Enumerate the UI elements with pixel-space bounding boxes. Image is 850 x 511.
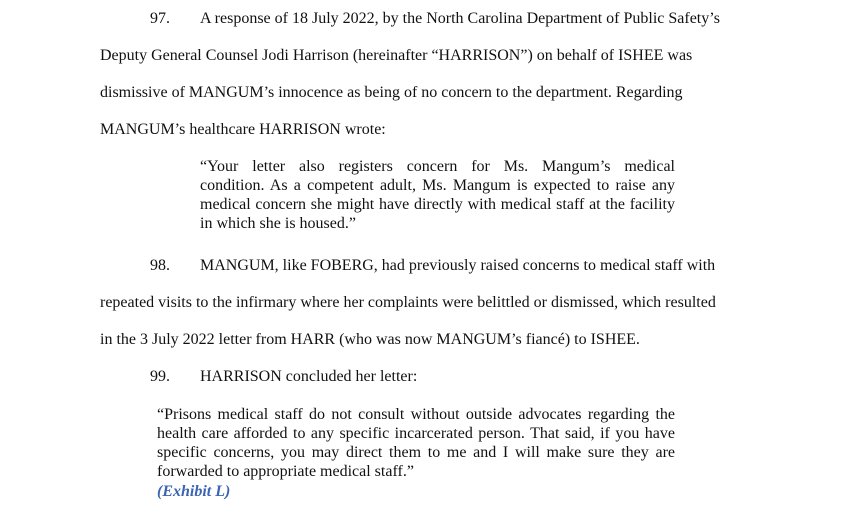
- paragraph-97-line-1: A response of 18 July 2022, by the North Carolina Department of Public Safety’s: [200, 10, 720, 27]
- paragraph-99-line-1: HARRISON concluded her letter:: [200, 368, 418, 385]
- block-quote-97: [200, 157, 675, 233]
- block-quote-99: [157, 405, 675, 481]
- paragraph-98-line-1: MANGUM, like FOBERG, had previously raised concerns to medical staff with: [200, 257, 716, 274]
- paragraph-number-99: 99.: [150, 368, 170, 385]
- paragraph-97-line-2: Deputy General Counsel Jodi Harrison (hereinafter “HARRISON”) on behalf of ISHEE was: [100, 47, 693, 64]
- quote-97-line-3: medical concern she might have directly with medical staff at the facility: [200, 196, 675, 213]
- quote-99-line-3: specific concerns, you may direct them to me and I will make sure they are: [157, 444, 675, 461]
- quote-99-line-2: health care afforded to any specific incarcerated person. That said, if you have: [157, 425, 675, 442]
- paragraph-97-line-3: dismissive of MANGUM’s innocence as being of no concern to the department. Regarding: [100, 84, 683, 101]
- quote-97-line-4: in which she is housed.”: [200, 215, 356, 232]
- quote-99-line-1: “Prisons medical staff do not consult without outside advocates regarding the: [157, 406, 675, 423]
- paragraph-number-97: 97.: [150, 10, 170, 27]
- paragraph-number-98: 98.: [150, 257, 170, 274]
- quote-99-line-4: forwarded to appropriate medical staff.”: [157, 463, 414, 480]
- exhibit-reference: (Exhibit L): [157, 483, 231, 500]
- paragraph-97-line-4: MANGUM’s healthcare HARRISON wrote:: [100, 121, 386, 138]
- quote-97-line-2: condition. As a competent adult, Ms. Mangum is expected to raise any: [200, 177, 675, 194]
- quote-97-line-1: “Your letter also registers concern for Ms. Mangum’s medical: [200, 158, 675, 175]
- paragraph-98-line-2: repeated visits to the infirmary where her complaints were belittled or dismissed, which resulted: [100, 294, 716, 311]
- paragraph-98-line-3: in the 3 July 2022 letter from HARR (who was now MANGUM’s fiancé) to ISHEE.: [100, 331, 640, 348]
